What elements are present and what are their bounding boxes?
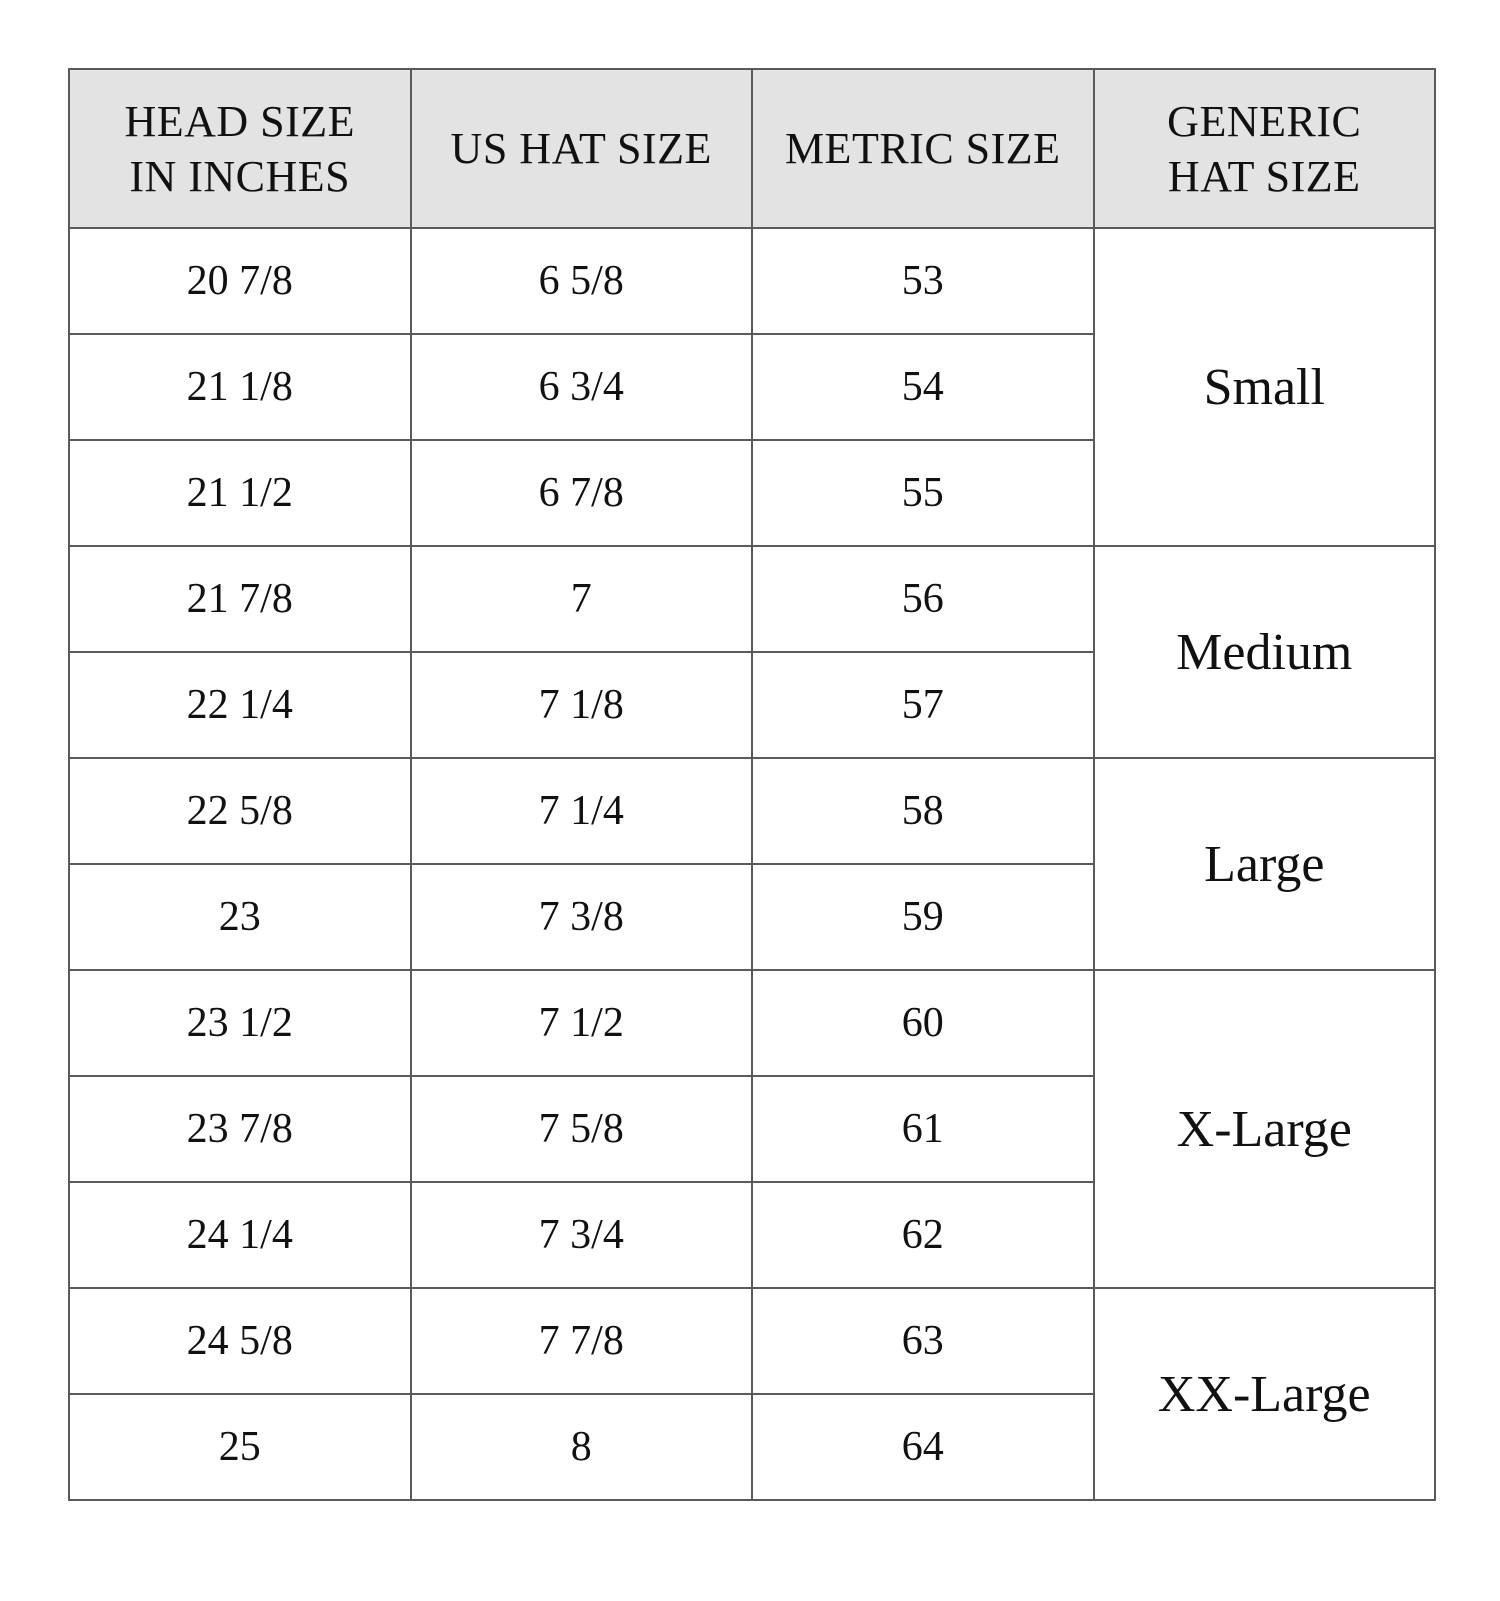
us-hat-size-cell: 7 3/4 xyxy=(411,1182,753,1288)
head-size-cell: 23 1/2 xyxy=(69,970,411,1076)
metric-size-cell: 57 xyxy=(752,652,1094,758)
metric-size-cell: 62 xyxy=(752,1182,1094,1288)
header-us-hat-size: US HAT SIZE xyxy=(411,69,753,228)
head-size-cell: 23 xyxy=(69,864,411,970)
us-hat-size-cell: 7 1/2 xyxy=(411,970,753,1076)
metric-size-cell: 54 xyxy=(752,334,1094,440)
table-header xyxy=(69,69,1435,228)
head-size-cell: 21 7/8 xyxy=(69,546,411,652)
table-row xyxy=(69,1288,1435,1394)
table-body xyxy=(69,228,1435,1500)
us-hat-size-cell: 7 3/8 xyxy=(411,864,753,970)
head-size-cell: 22 5/8 xyxy=(69,758,411,864)
head-size-cell: 23 7/8 xyxy=(69,1076,411,1182)
generic-hat-size-cell: XX-Large xyxy=(1094,1288,1436,1500)
table-row xyxy=(69,970,1435,1076)
us-hat-size-cell: 6 7/8 xyxy=(411,440,753,546)
us-hat-size-cell: 6 3/4 xyxy=(411,334,753,440)
generic-hat-size-cell: Large xyxy=(1094,758,1436,970)
header-row xyxy=(69,69,1435,228)
table-row xyxy=(69,228,1435,334)
header-metric-size: METRIC SIZE xyxy=(752,69,1094,228)
us-hat-size-cell: 7 7/8 xyxy=(411,1288,753,1394)
us-hat-size-cell: 7 xyxy=(411,546,753,652)
metric-size-cell: 53 xyxy=(752,228,1094,334)
metric-size-cell: 61 xyxy=(752,1076,1094,1182)
metric-size-cell: 59 xyxy=(752,864,1094,970)
head-size-cell: 25 xyxy=(69,1394,411,1500)
metric-size-cell: 58 xyxy=(752,758,1094,864)
us-hat-size-cell: 7 1/4 xyxy=(411,758,753,864)
header-generic-hat-size: GENERIC HAT SIZE xyxy=(1094,69,1436,228)
metric-size-cell: 64 xyxy=(752,1394,1094,1500)
metric-size-cell: 56 xyxy=(752,546,1094,652)
us-hat-size-cell: 6 5/8 xyxy=(411,228,753,334)
us-hat-size-cell: 8 xyxy=(411,1394,753,1500)
head-size-cell: 21 1/8 xyxy=(69,334,411,440)
head-size-cell: 24 1/4 xyxy=(69,1182,411,1288)
metric-size-cell: 63 xyxy=(752,1288,1094,1394)
metric-size-cell: 55 xyxy=(752,440,1094,546)
header-head-size: HEAD SIZE IN INCHES xyxy=(69,69,411,228)
head-size-cell: 22 1/4 xyxy=(69,652,411,758)
metric-size-cell: 60 xyxy=(752,970,1094,1076)
head-size-cell: 24 5/8 xyxy=(69,1288,411,1394)
head-size-cell: 20 7/8 xyxy=(69,228,411,334)
head-size-cell: 21 1/2 xyxy=(69,440,411,546)
table-row xyxy=(69,758,1435,864)
hat-size-table xyxy=(68,68,1436,1501)
generic-hat-size-cell: Medium xyxy=(1094,546,1436,758)
us-hat-size-cell: 7 1/8 xyxy=(411,652,753,758)
generic-hat-size-cell: Small xyxy=(1094,228,1436,546)
generic-hat-size-cell: X-Large xyxy=(1094,970,1436,1288)
us-hat-size-cell: 7 5/8 xyxy=(411,1076,753,1182)
table-row xyxy=(69,546,1435,652)
